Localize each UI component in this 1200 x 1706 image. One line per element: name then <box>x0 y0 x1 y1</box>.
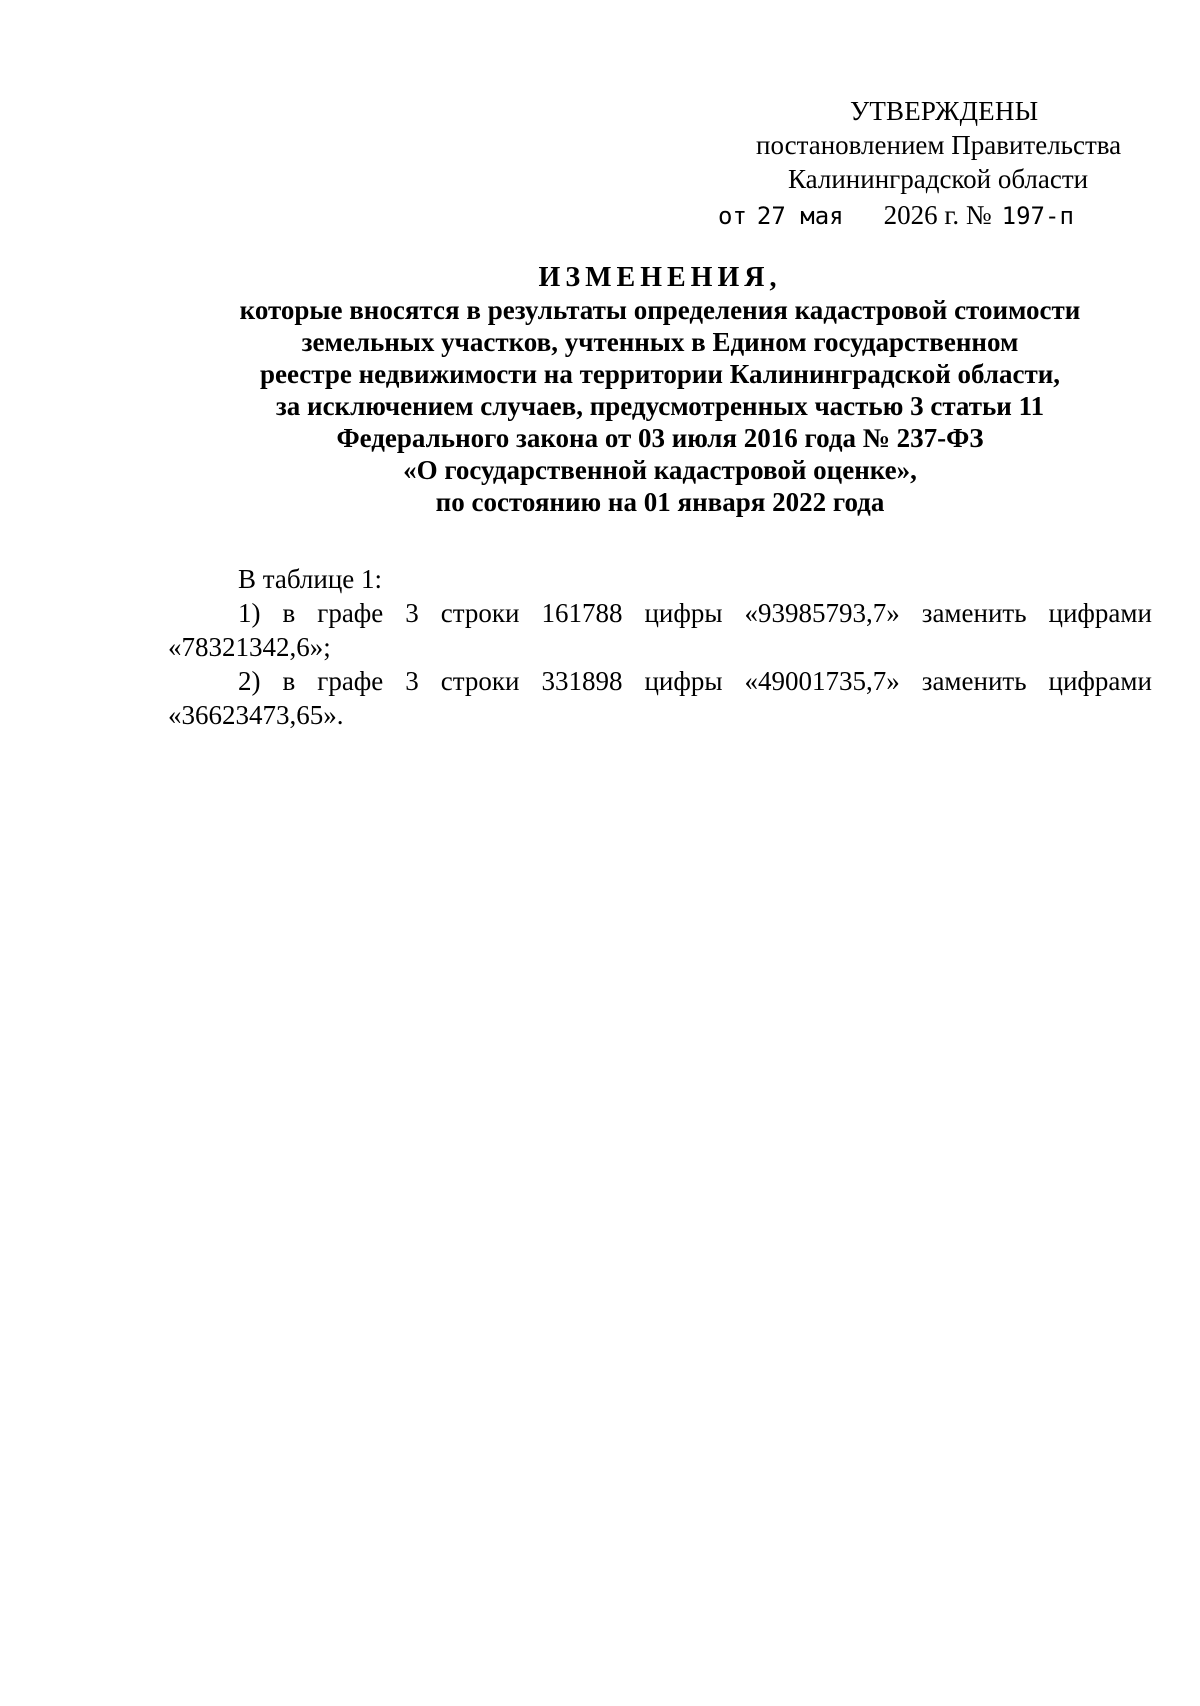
approval-line-2: Калининградской области <box>788 164 1089 194</box>
item-word: 331898 <box>541 666 623 696</box>
item-word: заменить <box>921 598 1027 628</box>
date-year: 2026 г. № <box>883 200 992 230</box>
document-number: 197-п <box>1001 202 1074 230</box>
heading-line: Федерального закона от 03 июля 2016 года № 237-ФЗ <box>336 423 984 453</box>
item-word: графе <box>317 666 384 696</box>
heading-line: по состоянию на 01 января 2022 года <box>435 487 885 517</box>
date-day-month: 27 мая <box>756 202 844 230</box>
item-word: цифры <box>644 598 723 628</box>
approval-title: УТВЕРЖДЕНЫ <box>850 96 1039 126</box>
item-word: строки <box>440 598 520 628</box>
heading-line: за исключением случаев, предусмотренных частью 3 статьи 11 <box>275 391 1045 421</box>
approval-line-1: постановлением Правительства <box>756 130 1122 160</box>
item-word: цифрами <box>1048 598 1152 628</box>
item-continuation: «78321342,6»; <box>168 632 331 662</box>
item-word: 161788 <box>541 598 623 628</box>
approval-date-line <box>718 198 1074 233</box>
item-number: 1) <box>238 598 261 628</box>
item-word: строки <box>440 666 520 696</box>
item-word: графе <box>317 598 384 628</box>
item-word: «49001735,7» <box>744 666 900 696</box>
approval-block <box>700 94 1160 196</box>
heading-line: «О государственной кадастровой оценке», <box>403 455 917 485</box>
heading-line: реестре недвижимости на территории Калининградской области, <box>259 359 1061 389</box>
heading-line: земельных участков, учтенных в Едином государственном <box>301 327 1019 357</box>
item-word: заменить <box>921 666 1027 696</box>
document-body <box>168 562 1152 732</box>
item-word: цифры <box>644 666 723 696</box>
item-number: 2) <box>238 666 261 696</box>
item-word: в <box>282 666 296 696</box>
item-word: «93985793,7» <box>744 598 900 628</box>
item-continuation: «36623473,65». <box>168 700 344 730</box>
list-item <box>168 664 1152 732</box>
item-word: в <box>282 598 296 628</box>
list-item <box>168 596 1152 664</box>
item-word: 3 <box>405 598 419 628</box>
body-intro: В таблице 1: <box>238 564 383 594</box>
heading-line: которые вносятся в результаты определения кадастровой стоимости <box>239 295 1081 325</box>
document-heading <box>130 262 1190 518</box>
item-word: цифрами <box>1048 666 1152 696</box>
item-word: 3 <box>405 666 419 696</box>
document-title: ИЗМЕНЕНИЯ, <box>538 262 782 293</box>
date-prefix: от <box>718 202 747 230</box>
